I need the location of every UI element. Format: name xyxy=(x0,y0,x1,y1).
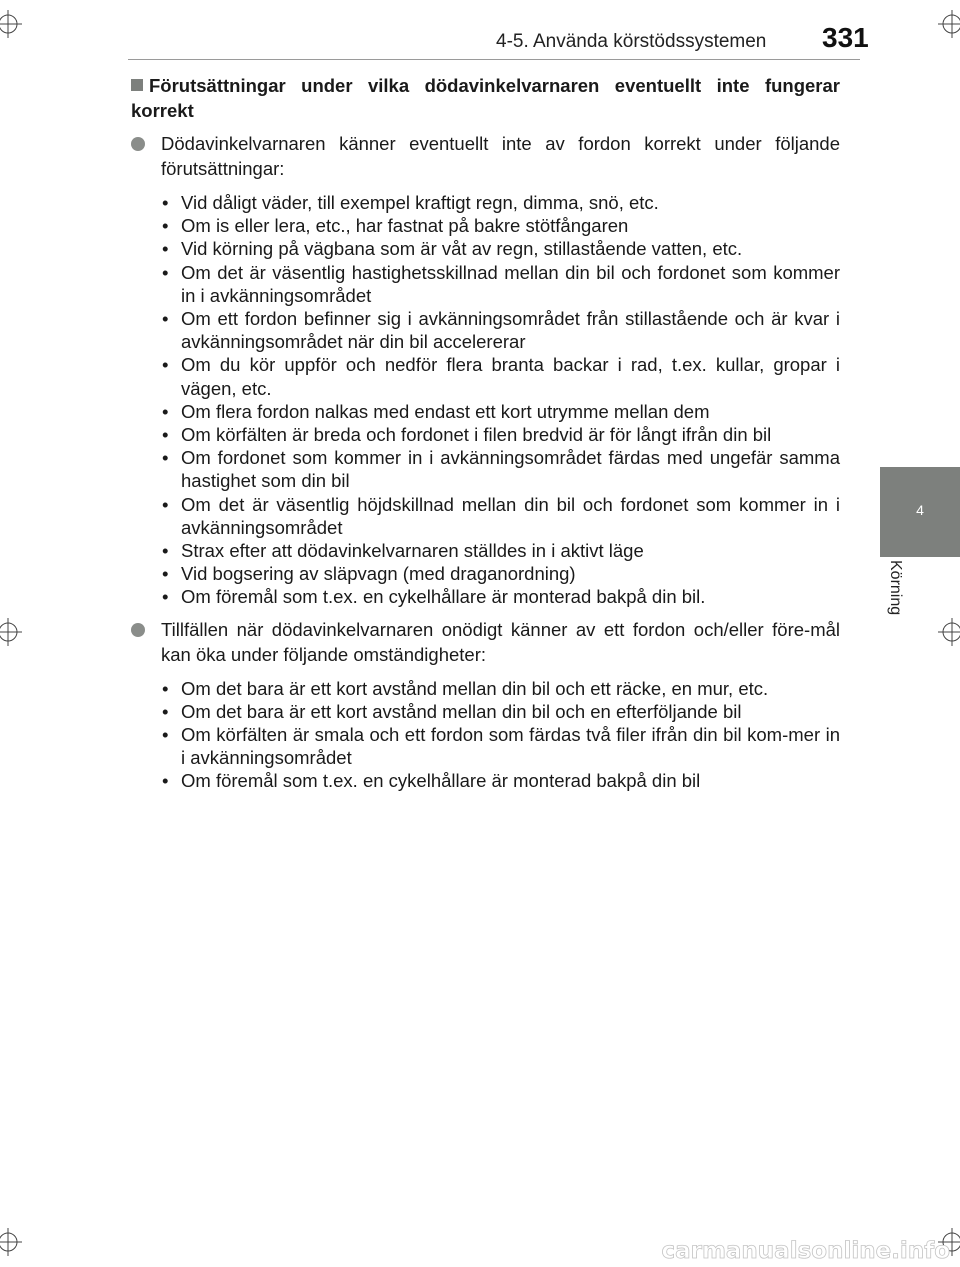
registration-mark-icon xyxy=(0,618,22,646)
list-item: • Vid dåligt väder, till exempel kraftigt regn, dimma, snö, etc. xyxy=(127,191,840,214)
list-item: • Om det är väsentlig höjdskillnad mellan din bil och fordonet som kommer in i avkänningsområdet xyxy=(127,493,840,539)
bullet-list xyxy=(127,191,840,609)
list-item: • Om flera fordon nalkas med endast ett kort utrymme mellan dem xyxy=(127,400,840,423)
list-item: • Om körfälten är breda och fordonet i filen bredvid är för långt ifrån din bil xyxy=(127,423,840,446)
list-item: • Om fordonet som kommer in i avkänningsområdet färdas med ungefär samma hastighet som din bil xyxy=(127,446,840,492)
list-item: • Om föremål som t.ex. en cykelhållare är monterad bakpå din bil. xyxy=(127,585,840,608)
circle-bullet-icon xyxy=(131,137,145,151)
list-item: • Om det bara är ett kort avstånd mellan din bil och ett räcke, en mur, etc. xyxy=(127,677,840,700)
list-item: • Om du kör uppför och nedför flera branta backar i rad, t.ex. kullar, gropar i vägen, etc. xyxy=(127,353,840,399)
list-item: • Om det är väsentlig hastighetsskillnad mellan din bil och fordonet som kommer in i avkänningsområdet xyxy=(127,261,840,307)
paragraph-text: Dödavinkelvarnaren känner eventuellt inte av fordon korrekt under följande förutsättningar: xyxy=(161,133,840,179)
list-item: • Om körfälten är smala och ett fordon som färdas två filer ifrån din bil kom-mer in i avkänningsområdet xyxy=(127,723,840,769)
main-content xyxy=(127,73,840,795)
paragraph-text: Tillfällen när dödavinkelvarnaren onödigt känner av ett fordon och/eller före-mål kan öka under följande omständigheter: xyxy=(161,618,840,665)
chapter-number: 4 xyxy=(916,502,924,518)
sub-heading xyxy=(127,73,840,123)
registration-mark-icon xyxy=(938,10,960,38)
svg-text:carmanualsonline.info: carmanualsonline.info xyxy=(661,1238,950,1264)
list-item: • Vid bogsering av släpvagn (med draganordning) xyxy=(127,562,840,585)
sub-heading-text: Förutsättningar under vilka dödavinkelvarnaren eventuellt inte fungerar korrekt xyxy=(131,75,840,121)
list-item: • Om is eller lera, etc., har fastnat på bakre stötfångaren xyxy=(127,214,840,237)
registration-mark-icon xyxy=(938,618,960,646)
list-item: • Om det bara är ett kort avstånd mellan din bil och en efterföljande bil xyxy=(127,700,840,723)
condition-paragraph xyxy=(127,617,840,667)
watermark-logo xyxy=(628,1233,952,1267)
registration-mark-icon xyxy=(0,1228,22,1256)
bullet-list xyxy=(127,677,840,793)
list-item: • Vid körning på vägbana som är våt av regn, stillastående vatten, etc. xyxy=(127,237,840,260)
list-item: • Om ett fordon befinner sig i avkänningsområdet från stillastående och är kvar i avkänningsområdet när din bil accelererar xyxy=(127,307,840,353)
page-number: 331 xyxy=(822,22,869,53)
condition-paragraph xyxy=(127,131,840,181)
circle-bullet-icon xyxy=(131,623,145,637)
header-divider xyxy=(128,59,860,60)
chapter-label: Körning xyxy=(887,560,904,616)
registration-mark-icon xyxy=(0,10,22,38)
square-bullet-icon xyxy=(131,79,143,91)
list-item: • Strax efter att dödavinkelvarnaren ställdes in i aktivt läge xyxy=(127,539,840,562)
section-title: 4-5. Använda körstödssystemen xyxy=(496,31,767,52)
list-item: • Om föremål som t.ex. en cykelhållare är monterad bakpå din bil xyxy=(127,769,840,792)
